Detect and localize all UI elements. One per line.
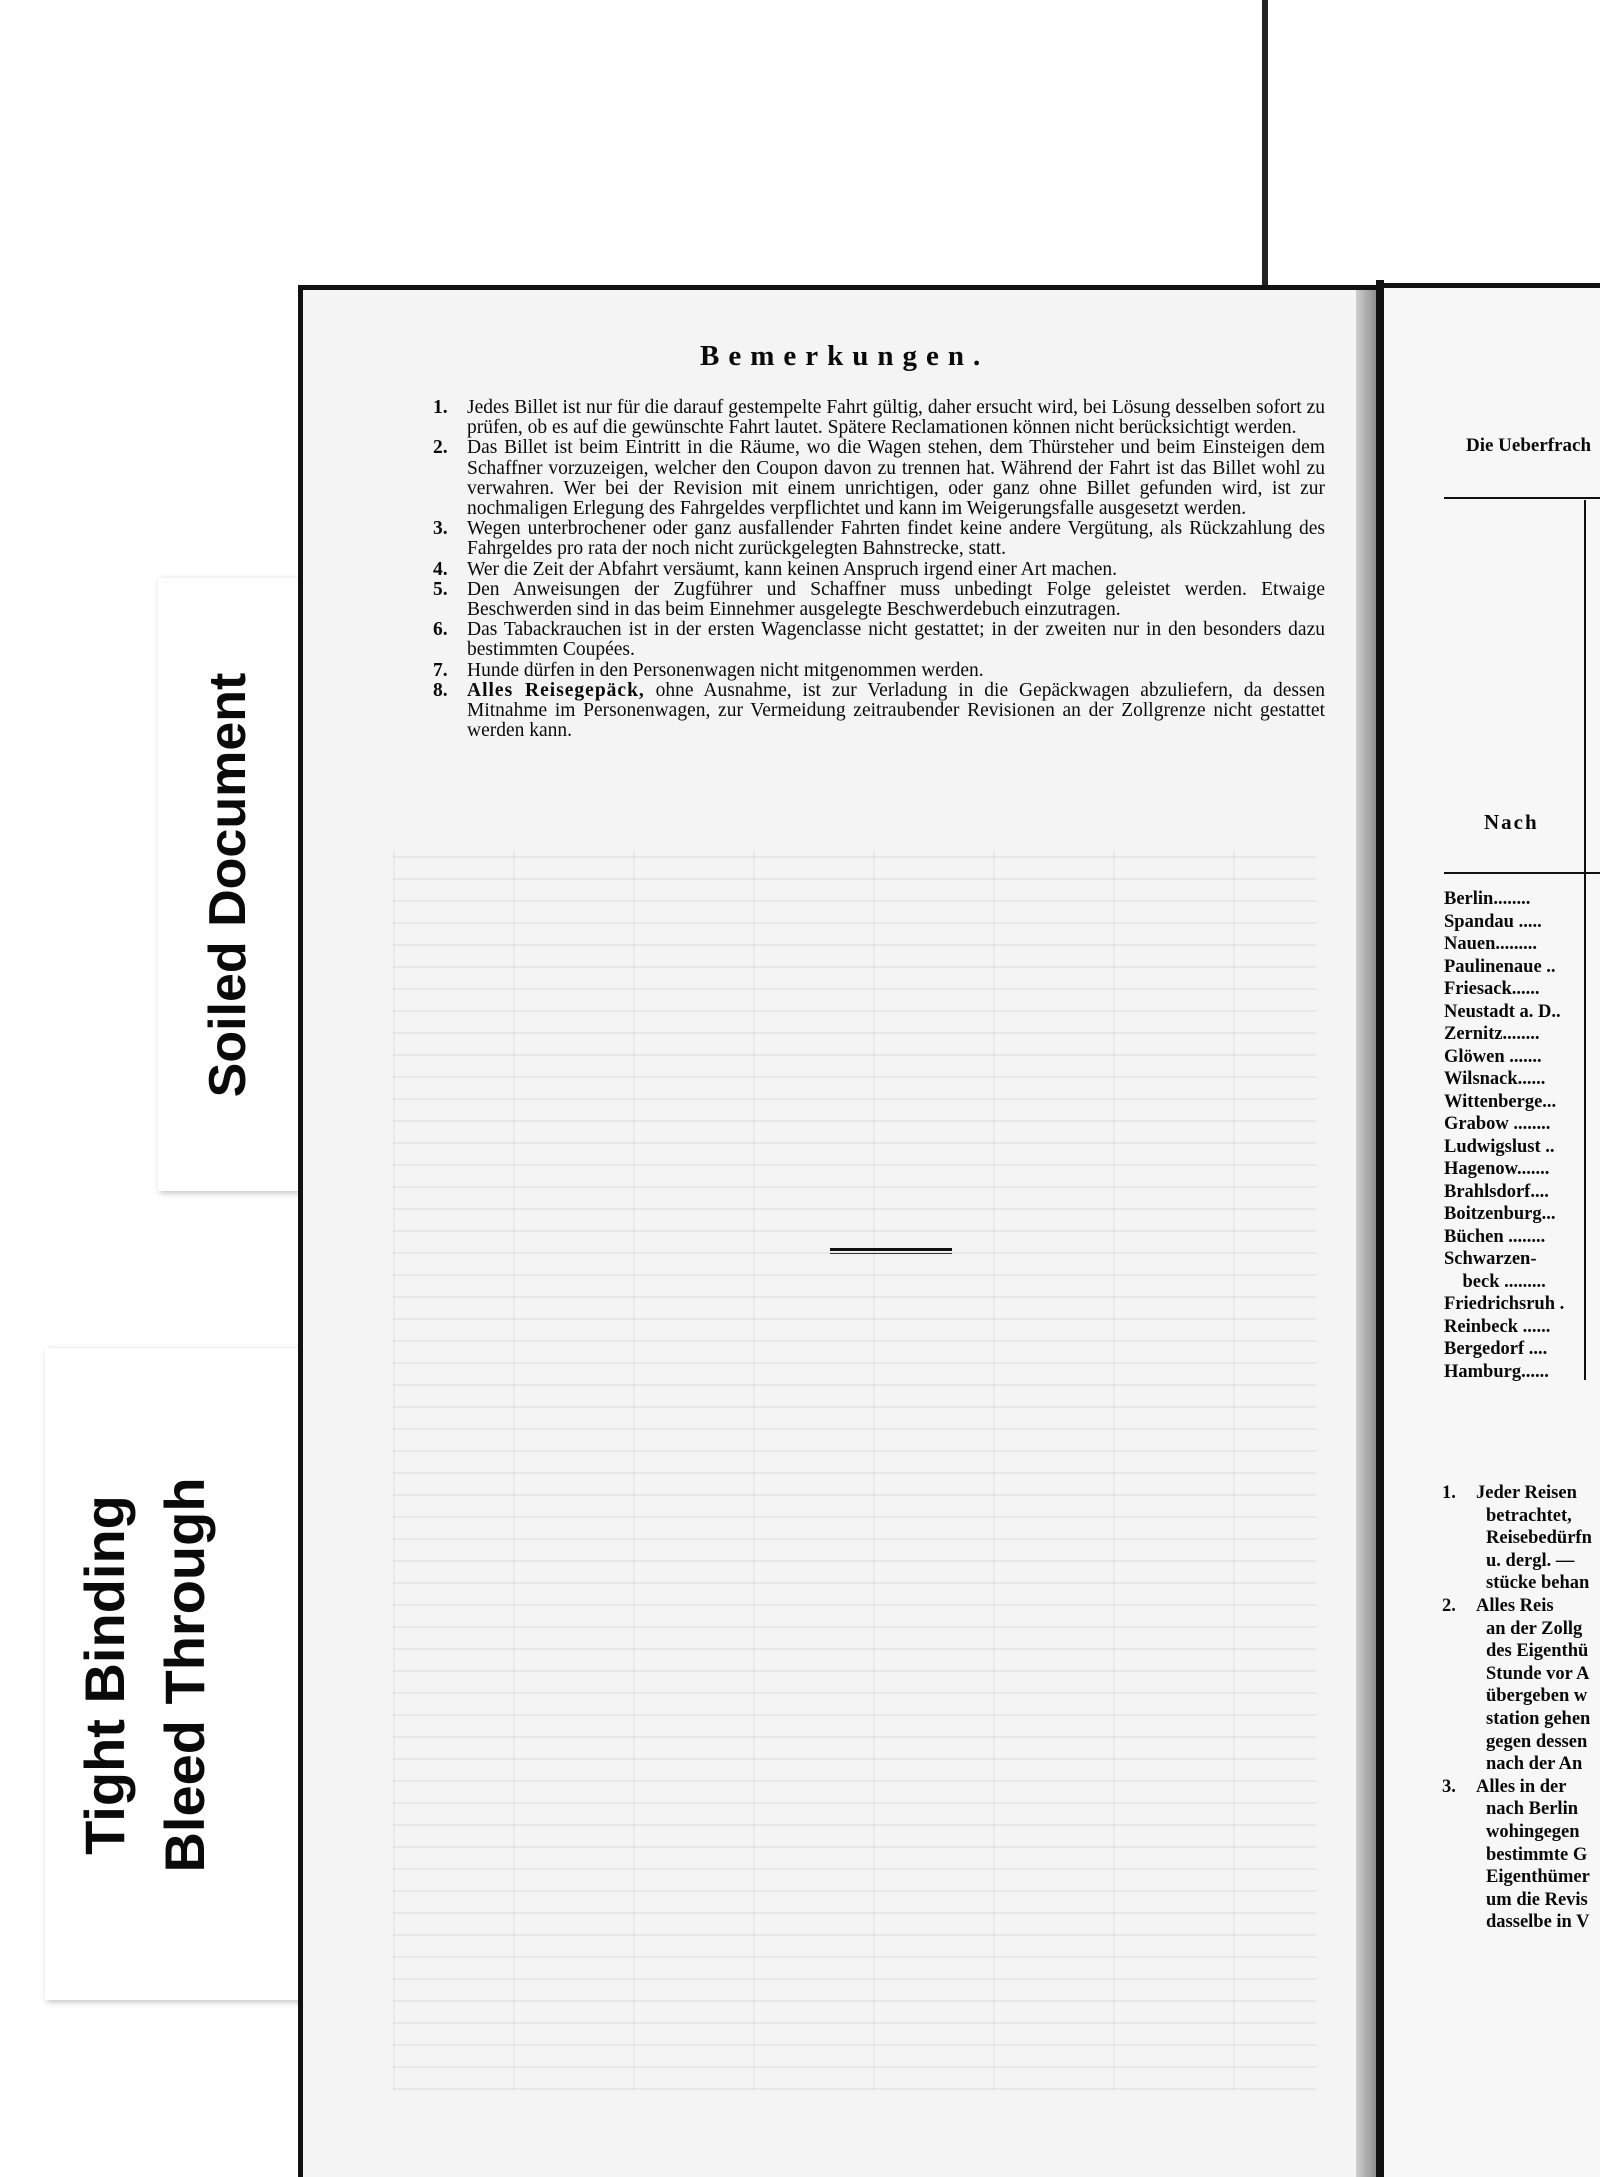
page-heading: Bemerkungen.	[700, 340, 990, 372]
station-row: Paulinenaue ..	[1444, 956, 1556, 977]
note-text: übergeben w	[1486, 1686, 1588, 1707]
note-text: nach der An	[1486, 1754, 1583, 1775]
station-row: Wilsnack......	[1444, 1069, 1546, 1089]
remark-number: 5.	[433, 578, 448, 600]
right-page-title: Die Ueberfrach	[1466, 435, 1592, 456]
note-text: stücke behan	[1486, 1573, 1590, 1594]
remark-item	[425, 519, 1325, 559]
closing-rule	[830, 1248, 952, 1251]
tight-binding-text: Tight Binding	[73, 1495, 136, 1855]
note-line	[1442, 1866, 1600, 1889]
note-line	[1442, 1550, 1600, 1573]
remark-item	[425, 560, 1325, 580]
note-text: des Eigenthü	[1486, 1641, 1589, 1662]
note-line	[1442, 1708, 1600, 1731]
table-column-rule	[1584, 500, 1586, 1380]
note-text: um die Revis	[1486, 1889, 1588, 1910]
station-row: Friedrichsruh .	[1444, 1294, 1565, 1314]
remark-number: 7.	[433, 659, 448, 681]
station-row: Boitzenburg...	[1444, 1204, 1556, 1224]
note-text: Jeder Reisen	[1476, 1483, 1577, 1503]
note-line	[1442, 1685, 1600, 1708]
note-text: Eigenthümer	[1486, 1867, 1590, 1888]
remark-text: Das Billet ist beim Eintritt in die Räume, wo die Wagen stehen, dem Thürsteher und beim Einsteigen dem Schaffner vorzuzeigen, welcher den Coupon davon zu trennen hat. Während der Fahrt ist das Billet wohl zu verwahren. Wer bei der Revision mit einem unrichtigen, oder ganz ohne Billet gefunden wird, ist zur nochmaligen Erlegung des Fahrgeldes verpflichtet und kann im Weigerungsfalle ausgesetzt werden.	[467, 437, 1325, 520]
binding-gutter	[1376, 280, 1384, 2177]
remark-item	[425, 398, 1325, 438]
note-line	[1442, 1889, 1600, 1912]
remark-text: Wer die Zeit der Abfahrt versäumt, kann keinen Anspruch irgend einer Art machen.	[467, 558, 1118, 580]
closing-rule-thin	[830, 1253, 952, 1254]
note-number: 1.	[1442, 1483, 1456, 1503]
remarks-list	[425, 398, 1325, 741]
note-line	[1442, 1663, 1600, 1686]
station-row: Nauen.........	[1444, 934, 1538, 954]
remark-text: ohne Ausnahme, ist zur Verladung in die Gepäckwagen abzuliefern, da dessen Mitnahme im Personenwagen, zur Vermeidung zeitraubender Revisionen an der Zollgrenze nicht gestattet werden kann.	[467, 679, 1326, 742]
remark-number: 1.	[433, 397, 448, 418]
note-text: bestimmte G	[1486, 1844, 1588, 1865]
remark-number: 3.	[433, 518, 448, 540]
table-header-rule	[1444, 872, 1600, 874]
station-row: Glöwen .......	[1444, 1046, 1542, 1067]
left-page-edge	[1356, 290, 1376, 2177]
station-row: Spandau .....	[1444, 911, 1542, 932]
note-line	[1442, 1776, 1600, 1799]
note-text: an der Zollg	[1486, 1618, 1583, 1639]
remark-number: 2.	[433, 437, 448, 459]
station-row: Neustadt a. D..	[1444, 1001, 1561, 1022]
note-line	[1442, 1618, 1600, 1641]
note-line	[1442, 1798, 1600, 1821]
note-number: 2.	[1442, 1595, 1456, 1616]
remark-text: Das Tabackrauchen ist in der ersten Wagenclasse nicht gestattet; in der zweiten nur in den besonders dazu bestimmten Coupées.	[467, 619, 1325, 661]
station-row: Bergedorf ....	[1444, 1339, 1548, 1359]
station-row: Hagenow.......	[1444, 1159, 1550, 1179]
note-line	[1442, 1595, 1600, 1618]
note-line	[1442, 1527, 1600, 1550]
station-row: Ludwigslust ..	[1444, 1136, 1555, 1157]
note-text: Alles in der	[1476, 1776, 1567, 1797]
remark-item	[425, 620, 1325, 660]
note-text: Stunde vor A	[1486, 1663, 1590, 1684]
note-line	[1442, 1572, 1600, 1595]
station-column-header: Nach	[1484, 810, 1539, 834]
note-text: wohingegen	[1486, 1821, 1580, 1842]
note-line	[1442, 1821, 1600, 1844]
soiled-document-label	[158, 578, 298, 1191]
note-line	[1442, 1640, 1600, 1663]
station-row: Berlin........	[1444, 889, 1531, 909]
note-line	[1442, 1753, 1600, 1776]
remark-text: Hunde dürfen in den Personenwagen nicht mitgenommen werden.	[467, 659, 984, 681]
note-text: nach Berlin	[1486, 1799, 1578, 1820]
note-number: 3.	[1442, 1776, 1456, 1797]
remark-item	[425, 580, 1325, 620]
note-text: betrachtet,	[1486, 1505, 1572, 1526]
station-row: beck .........	[1444, 1271, 1546, 1292]
right-notes-list	[1442, 1482, 1600, 1934]
note-text: Alles Reis	[1476, 1595, 1554, 1616]
remark-text: Den Anweisungen der Zugführer und Schaffner muss unbedingt Folge geleistet werden. Etwaige Beschwerden sind in das beim Einnehmer ausgelegte Beschwerdebuch einzutragen.	[467, 578, 1325, 621]
station-row: Hamburg......	[1444, 1361, 1549, 1382]
remark-item	[425, 661, 1325, 681]
station-row: Brahlsdorf....	[1444, 1181, 1549, 1202]
remark-number: 6.	[433, 619, 448, 641]
tight-binding-label	[45, 1348, 300, 2000]
remark-number: 4.	[433, 558, 448, 580]
note-text: Reisebedürfn	[1486, 1528, 1592, 1549]
station-row: Grabow ........	[1444, 1114, 1551, 1134]
back-page-edge	[1262, 0, 1268, 285]
note-text: dasselbe in V	[1486, 1912, 1590, 1933]
soiled-document-text: Soiled Document	[199, 672, 257, 1098]
station-row: Friesack......	[1444, 979, 1540, 999]
table-top-rule	[1444, 497, 1600, 499]
note-line	[1442, 1911, 1600, 1934]
remark-item	[425, 438, 1325, 519]
station-row: Schwarzen-	[1444, 1249, 1537, 1269]
note-line	[1442, 1482, 1600, 1505]
note-line	[1442, 1505, 1600, 1528]
station-row: Reinbeck ......	[1444, 1316, 1551, 1337]
station-row: Zernitz........	[1444, 1024, 1540, 1044]
note-text: u. dergl. —	[1486, 1550, 1575, 1571]
remark-text: Wegen unterbrochener oder ganz ausfallender Fahrten findet keine andere Vergütung, als Rückzahlung des Fahrgeldes pro rata der noch nicht zurückgelegten Bahnstrecke, statt.	[467, 518, 1325, 560]
note-line	[1442, 1731, 1600, 1754]
note-text: gegen dessen	[1486, 1731, 1588, 1752]
remark-item	[425, 681, 1325, 742]
note-line	[1442, 1844, 1600, 1867]
remark-bold-lead: Alles Reisegepäck,	[467, 679, 645, 701]
remark-number: 8.	[433, 679, 448, 701]
station-row: Büchen ........	[1444, 1226, 1546, 1247]
remark-text: Jedes Billet ist nur für die darauf gestempelte Fahrt gültig, daher ersucht wird, bei Lösung desselben sofort zu prüfen, ob es auf die gewünschte Fahrt lautet. Spätere Reclamationen können nicht berücksichtigt werden.	[467, 397, 1325, 439]
station-list	[1444, 888, 1584, 1383]
note-text: station gehen	[1486, 1708, 1591, 1729]
bleed-through-text: Bleed Through	[153, 1477, 216, 1873]
station-row: Wittenberge...	[1444, 1091, 1557, 1112]
